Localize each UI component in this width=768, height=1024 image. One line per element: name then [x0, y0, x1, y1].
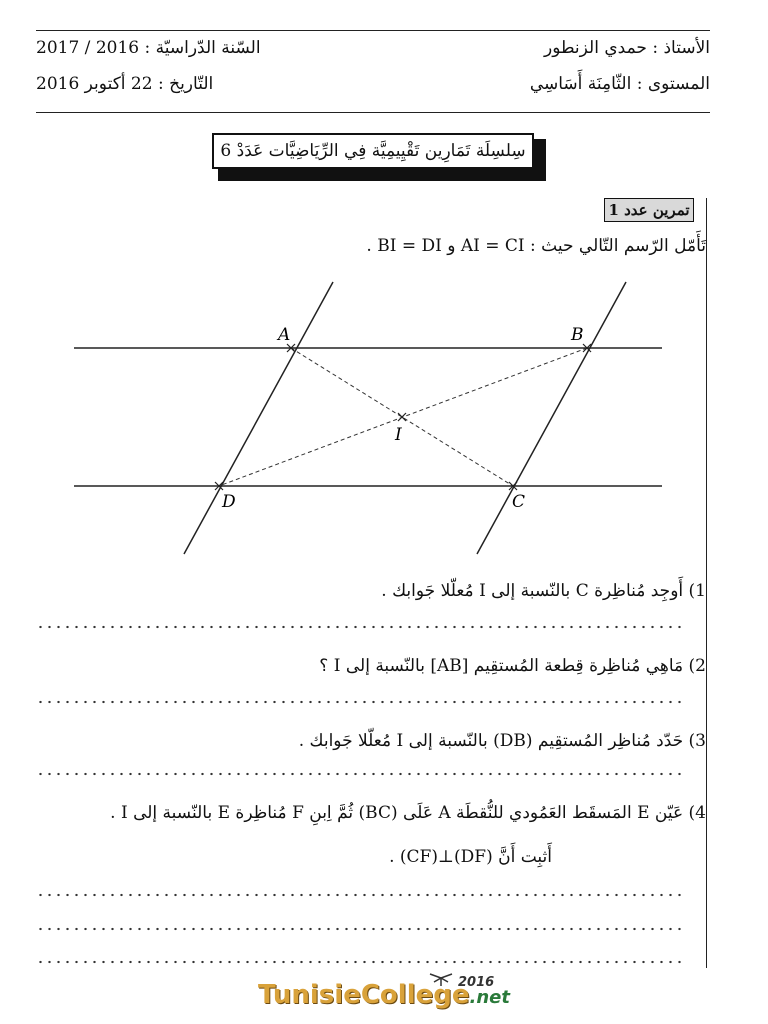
logo-ext-text: .net: [469, 987, 510, 1008]
title-frame: [212, 133, 540, 175]
answer-line: [36, 960, 686, 964]
date: التّاريخ : 22 أكتوبر 2016: [36, 74, 214, 94]
header-top-rule: [36, 30, 710, 31]
header-bottom-rule: [36, 112, 710, 113]
answer-line: [36, 893, 686, 897]
question-3: 3) حَدّد مُناظِر المُستقِيم (DB) بالنّسبة إلى I مُعلّلا جَوابك .: [298, 731, 706, 751]
teacher-name: الأستاذ : حمدي الزنطور: [544, 38, 710, 58]
page-title: سِلسِلَة تَمَارِين تَقْيِيمِيَّة فِي الرِّيَاضِيَّات عَدَدْ 6: [212, 133, 534, 169]
exercise-intro: تَأَمّل الرّسم التّالي حيث : AI = CI و BI = DI .: [366, 236, 706, 256]
answer-line: [36, 700, 686, 704]
answer-line: [36, 927, 686, 931]
logo-main-text: TunisieCollege: [258, 980, 470, 1010]
answer-line: [36, 625, 686, 629]
logo-year: 2016: [458, 975, 495, 990]
label-A: A: [278, 325, 291, 345]
line-BC: [477, 282, 626, 554]
question-4-part-b: أَثبِت أَنَّ (DF)⊥(CF) .: [389, 847, 552, 867]
segment-BD: [219, 348, 587, 486]
label-D: D: [222, 492, 236, 512]
geometry-figure: [0, 270, 768, 560]
line-AD: [184, 282, 333, 554]
answer-line: [36, 772, 686, 776]
question-1: 1) أَوجِد مُناظِرة C بالنّسبة إلى I مُعلّلا جَوابك .: [381, 581, 706, 601]
question-4: 4) عَيّن E المَسقَط العَمُودي للنُّقطَة A عَلَى (BC) ثُمَّ اِبنِ F مُناظِرة E بالنّسبة إلى I .: [110, 803, 706, 823]
point-I-mark: [398, 413, 406, 421]
label-C: C: [512, 492, 526, 512]
question-2: 2) مَاهِي مُناظِرة قِطعة المُستقِيم [AB] بالنّسبة إلى I ؟: [319, 656, 706, 676]
label-I: I: [395, 425, 402, 445]
exercise-tag: تمرين عدد 1: [604, 198, 694, 222]
label-B: B: [571, 325, 584, 345]
school-year: السّنة الدّراسيّة : 2016 / 2017: [36, 38, 261, 58]
palm-tree-icon: [424, 972, 458, 986]
class-level: المستوى : الثّامِنَة أَسَاسِي: [529, 74, 710, 94]
